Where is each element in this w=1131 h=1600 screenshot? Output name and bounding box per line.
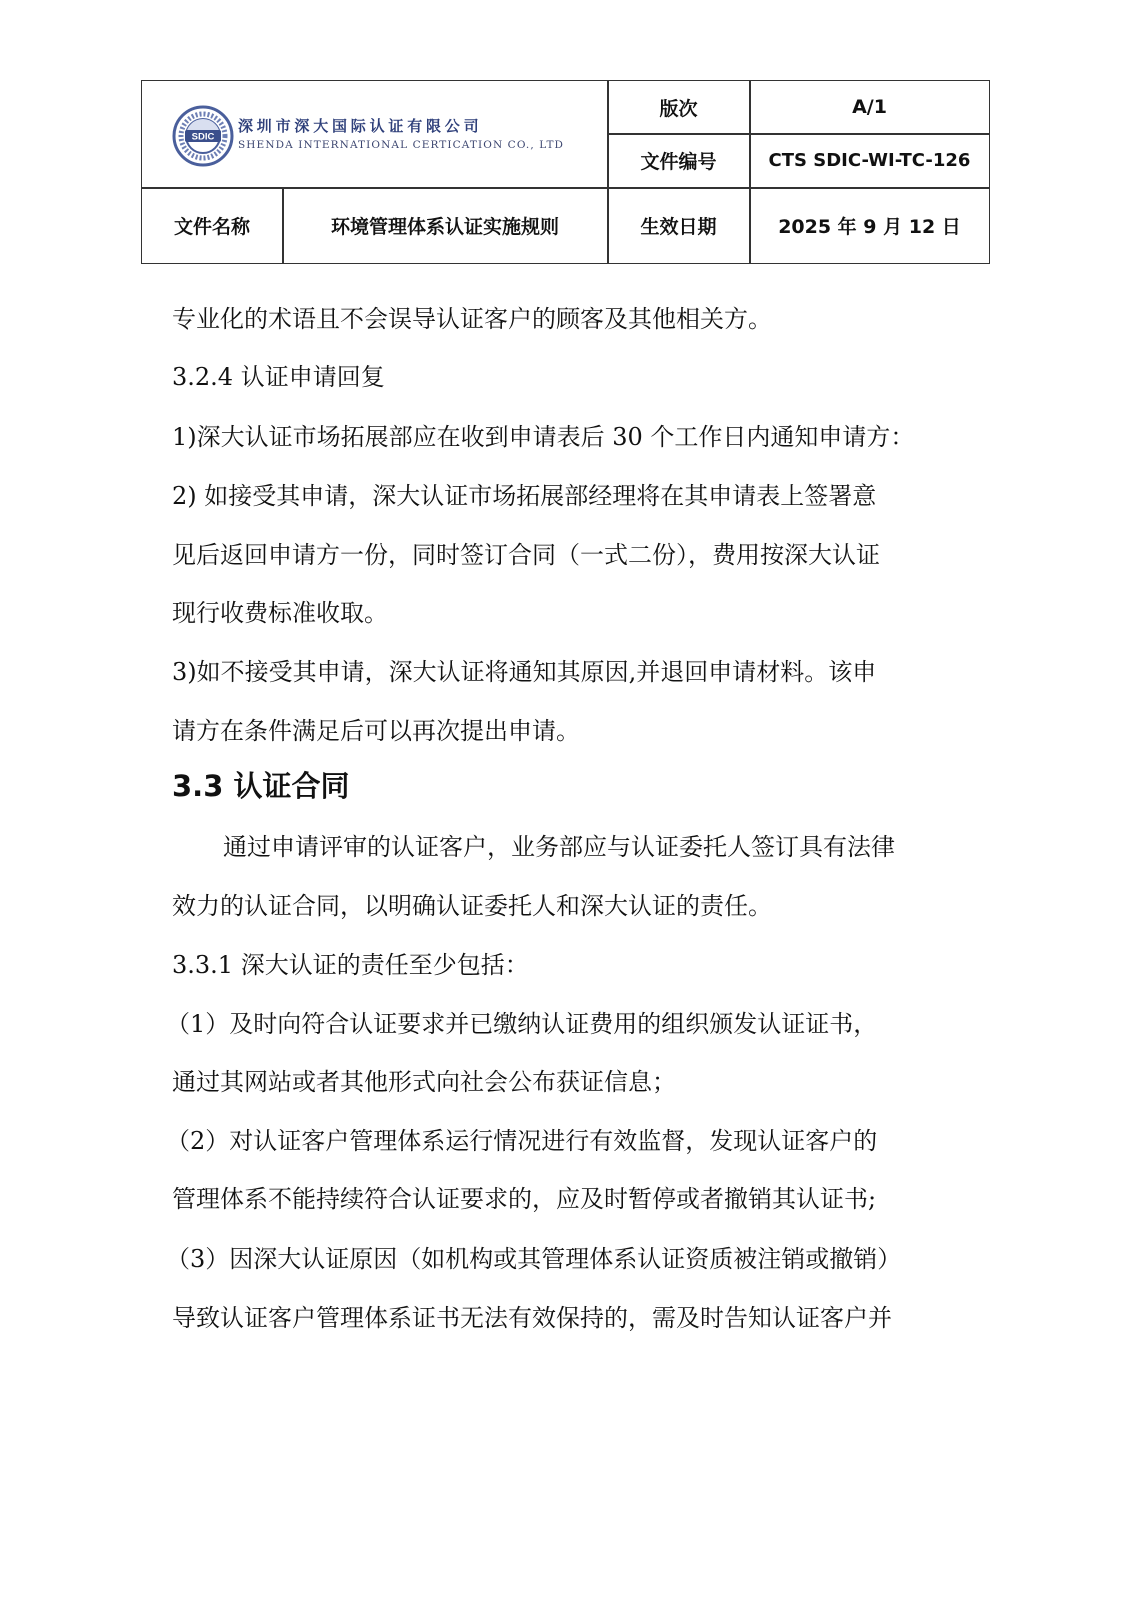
effective-date-label: 生效日期: [640, 216, 717, 238]
body-line: 请方在条件满足后可以再次提出申请。: [172, 717, 580, 745]
company-seal-icon: [172, 105, 234, 167]
doc-number-value: CTS SDIC-WI-TC-126: [768, 150, 971, 171]
body-line: 通过其网站或者其他形式向社会公布获证信息；: [172, 1068, 676, 1096]
version-label: 版次: [659, 97, 698, 120]
body-line: 效力的认证合同，以明确认证委托人和深大认证的责任。: [172, 892, 772, 920]
doc-name-value: 环境管理体系认证实施规则: [330, 216, 559, 238]
company-name-cn: 深圳市深大国际认证有限公司: [238, 117, 483, 135]
svg-text:SDIC: SDIC: [191, 131, 215, 143]
section-heading-3-3: 3.3 认证合同: [172, 769, 350, 803]
document-header-table: [141, 80, 990, 264]
section-heading-3-3-1: 3.3.1 深大认证的责任至少包括：: [172, 951, 529, 979]
body-line: 2) 如接受其申请，深大认证市场拓展部经理将在其申请表上签署意: [172, 482, 877, 510]
body-line: 专业化的术语且不会误导认证客户的顾客及其他相关方。: [172, 305, 772, 333]
company-logo: [172, 103, 565, 169]
doc-name-label: 文件名称: [173, 216, 250, 238]
body-line: 3)如不接受其申请，深大认证将通知其原因,并退回申请材料。该申: [172, 658, 877, 686]
body-line: 现行收费标准收取。: [172, 599, 388, 627]
body-line: 管理体系不能持续符合认证要求的，应及时暂停或者撤销其认证书;: [172, 1185, 877, 1213]
body-line: （1）及时向符合认证要求并已缴纳认证费用的组织颁发认证证书，: [166, 1010, 878, 1038]
version-value: A/1: [852, 96, 887, 118]
doc-number-label: 文件编号: [640, 151, 717, 173]
body-line: 见后返回申请方一份，同时签订合同（一式二份），费用按深大认证: [172, 541, 880, 569]
body-line: 导致认证客户管理体系证书无法有效保持的，需及时告知认证客户并: [172, 1304, 892, 1332]
body-line: 通过申请评审的认证客户，业务部应与认证委托人签订具有法律: [223, 833, 895, 861]
body-line: 1)深大认证市场拓展部应在收到申请表后 30 个工作日内通知申请方：: [172, 423, 915, 451]
effective-date-value: 2025 年 9 月 12 日: [778, 216, 961, 238]
section-heading-3-2-4: 3.2.4 认证申请回复: [172, 363, 385, 391]
company-name-en: SHENDA INTERNATIONAL CERTICATION CO., LTD: [238, 139, 565, 151]
body-line: （3）因深大认证原因（如机构或其管理体系认证资质被注销或撤销）: [166, 1245, 902, 1273]
body-line: （2）对认证客户管理体系运行情况进行有效监督，发现认证客户的: [166, 1127, 878, 1155]
